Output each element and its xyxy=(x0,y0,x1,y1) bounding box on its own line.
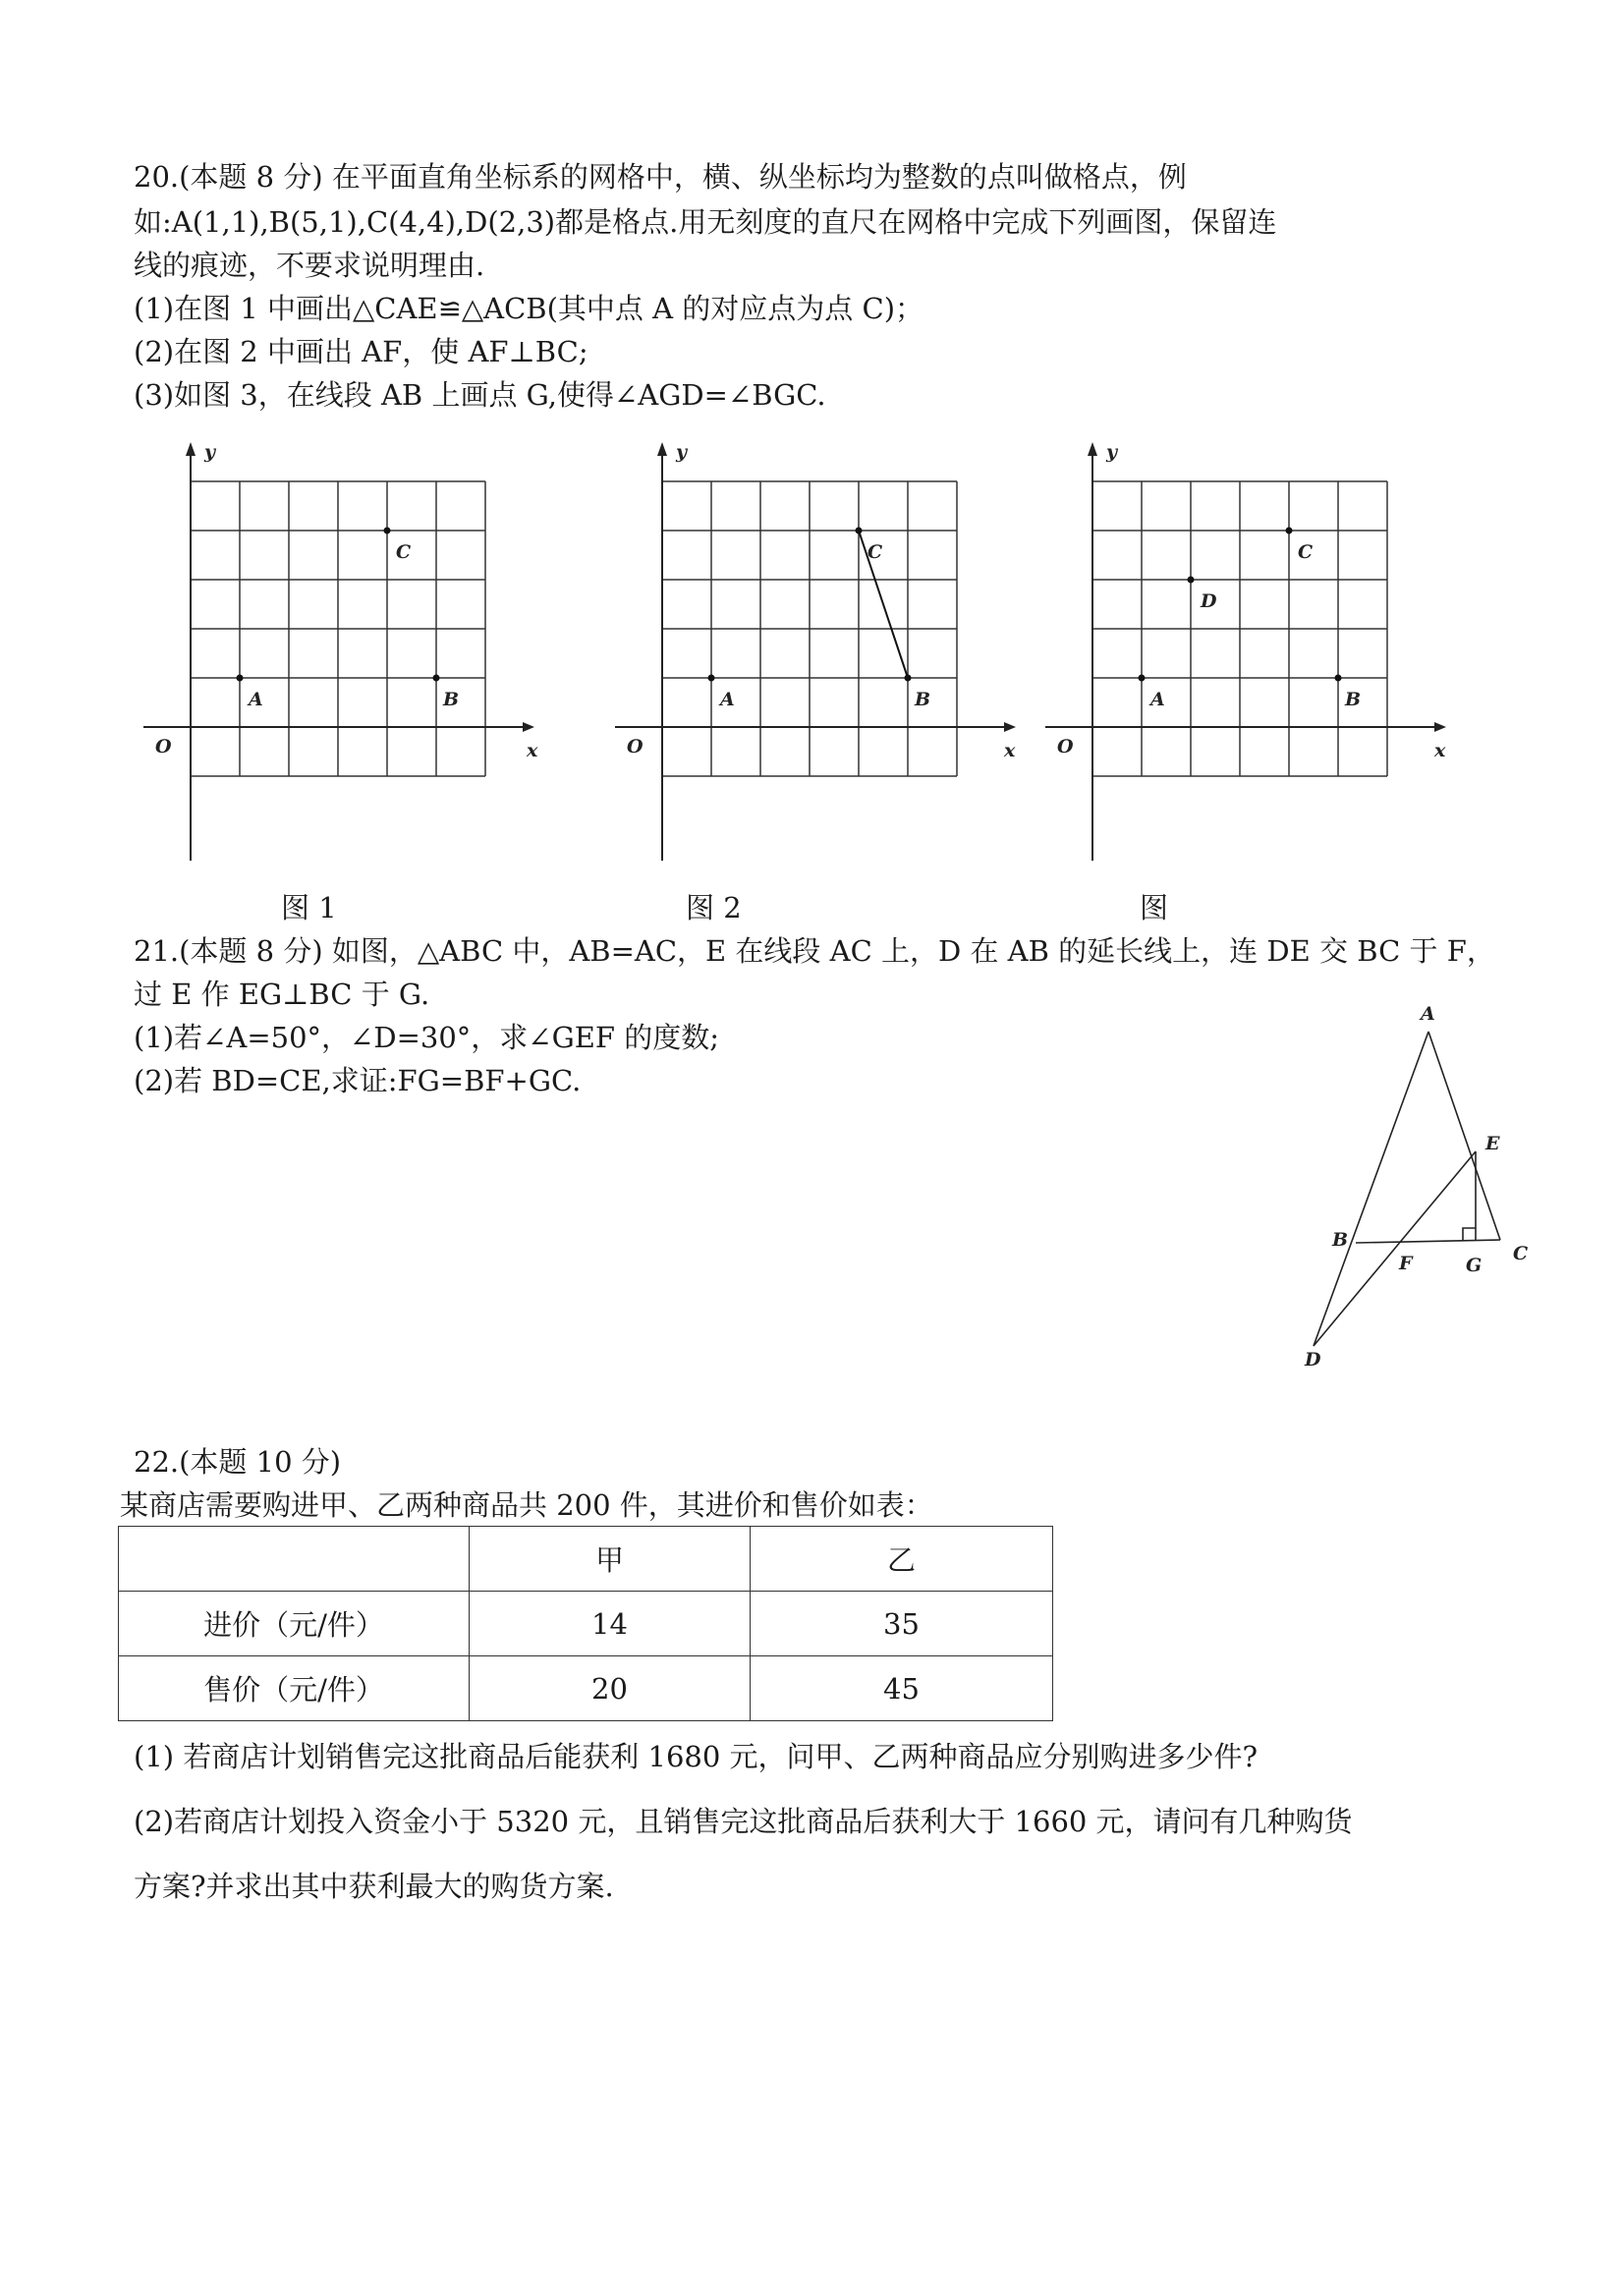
q20-line-2: 如:A(1,1),B(5,1),C(4,4),D(2,3)都是格点.用无刻度的直尺在网格中完成下列画图，保留连 xyxy=(134,205,1277,239)
point-d-label: D xyxy=(1201,590,1217,612)
q21-line-2: 过 E 作 EG⊥BC 于 G. xyxy=(134,978,430,1011)
point-a-label: A xyxy=(1150,689,1165,710)
table-cell: 14 xyxy=(470,1592,751,1656)
table-row xyxy=(119,1656,1053,1721)
table-row xyxy=(119,1527,1053,1592)
figure-1-caption: 图 1 xyxy=(281,891,337,924)
price-table xyxy=(118,1526,1053,1721)
table-cell: 售价（元/件） xyxy=(119,1656,470,1721)
x-axis-label: x xyxy=(1434,740,1446,761)
point-b-label: B xyxy=(443,689,460,710)
point-a-label: A xyxy=(720,689,735,710)
origin-label: O xyxy=(155,736,172,757)
q21-line-3: (1)若∠A=50°，∠D=30°，求∠GEF 的度数; xyxy=(134,1021,720,1054)
figure-3-caption: 图 xyxy=(1140,891,1169,924)
x-axis-label: x xyxy=(527,740,538,761)
figure-3-grid xyxy=(1039,432,1472,865)
q20-line-4: (1)在图 1 中画出△CAE≌△ACB(其中点 A 的对应点为点 C)； xyxy=(134,292,924,325)
point-c-label: C xyxy=(867,541,883,563)
table-cell: 20 xyxy=(470,1656,751,1721)
table-row xyxy=(119,1592,1053,1656)
q21-line-1: 21.(本题 8 分) 如图，△ABC 中，AB=AC，E 在线段 AC 上，D 在 AB 的延长线上，连 DE 交 BC 于 F， xyxy=(134,934,1495,968)
figure-1-grid xyxy=(138,432,570,865)
y-axis-label: y xyxy=(204,441,216,463)
y-axis-label: y xyxy=(1106,441,1118,463)
point-c-dot xyxy=(1286,528,1293,534)
table-cell: 35 xyxy=(751,1592,1053,1656)
point-a-dot xyxy=(708,675,715,682)
point-b-dot xyxy=(433,675,440,682)
point-a-dot xyxy=(237,675,244,682)
vertex-a-label: A xyxy=(1421,1003,1435,1025)
q20-line-5: (2)在图 2 中画出 AF，使 AF⊥BC; xyxy=(134,335,588,368)
table-cell: 乙 xyxy=(751,1527,1053,1592)
segment-cb xyxy=(859,531,908,678)
q22-intro: 某商店需要购进甲、乙两种商品共 200 件，其进价和售价如表： xyxy=(120,1488,933,1522)
point-b-label: B xyxy=(1345,689,1362,710)
right-angle-mark xyxy=(1463,1228,1476,1240)
point-c-label: C xyxy=(1298,541,1314,563)
table-cell: 进价（元/件） xyxy=(119,1592,470,1656)
vertex-b-label: B xyxy=(1332,1229,1349,1251)
point-b-label: B xyxy=(915,689,931,710)
figure-2-grid xyxy=(609,432,1041,865)
vertex-f-label: F xyxy=(1399,1253,1413,1274)
point-b-dot xyxy=(1335,675,1342,682)
point-b-dot xyxy=(905,675,912,682)
origin-label: O xyxy=(1057,736,1074,757)
point-a-dot xyxy=(1139,675,1146,682)
q22-line-2: (2)若商店计划投入资金小于 5320 元，且销售完这批商品后获利大于 1660 元，请问有几种购货 xyxy=(134,1805,1353,1838)
origin-label: O xyxy=(627,736,644,757)
q22-title: 22.(本题 10 分) xyxy=(134,1445,342,1479)
point-c-label: C xyxy=(396,541,412,563)
line-ad xyxy=(1314,1032,1428,1346)
q22-line-1: (1) 若商店计划销售完这批商品后能获利 1680 元，问甲、乙两种商品应分别购进多少件? xyxy=(134,1740,1259,1773)
point-a-label: A xyxy=(249,689,263,710)
point-d-dot xyxy=(1188,577,1195,584)
vertex-d-label: D xyxy=(1305,1349,1321,1371)
q20-line-3: 线的痕迹，不要求说明理由. xyxy=(134,249,485,282)
vertex-g-label: G xyxy=(1466,1255,1483,1276)
figure-2-caption: 图 2 xyxy=(686,891,742,924)
triangle-figure xyxy=(1277,982,1572,1375)
point-c-dot xyxy=(856,528,863,534)
x-axis-label: x xyxy=(1004,740,1016,761)
q21-line-4: (2)若 BD=CE,求证:FG=BF+GC. xyxy=(134,1064,582,1097)
vertex-c-label: C xyxy=(1513,1243,1529,1264)
q20-line-6: (3)如图 3，在线段 AB 上画点 G,使得∠AGD=∠BGC. xyxy=(134,378,826,412)
y-axis-label: y xyxy=(676,441,688,463)
table-cell: 45 xyxy=(751,1656,1053,1721)
vertex-e-label: E xyxy=(1485,1133,1500,1154)
point-c-dot xyxy=(384,528,391,534)
line-bc xyxy=(1356,1240,1500,1243)
q22-line-3: 方案?并求出其中获利最大的购货方案. xyxy=(134,1870,614,1903)
q20-line-1: 20.(本题 8 分) 在平面直角坐标系的网格中，横、纵坐标均为整数的点叫做格点，例 xyxy=(134,160,1187,194)
table-cell: 甲 xyxy=(470,1527,751,1592)
table-cell xyxy=(119,1527,470,1592)
